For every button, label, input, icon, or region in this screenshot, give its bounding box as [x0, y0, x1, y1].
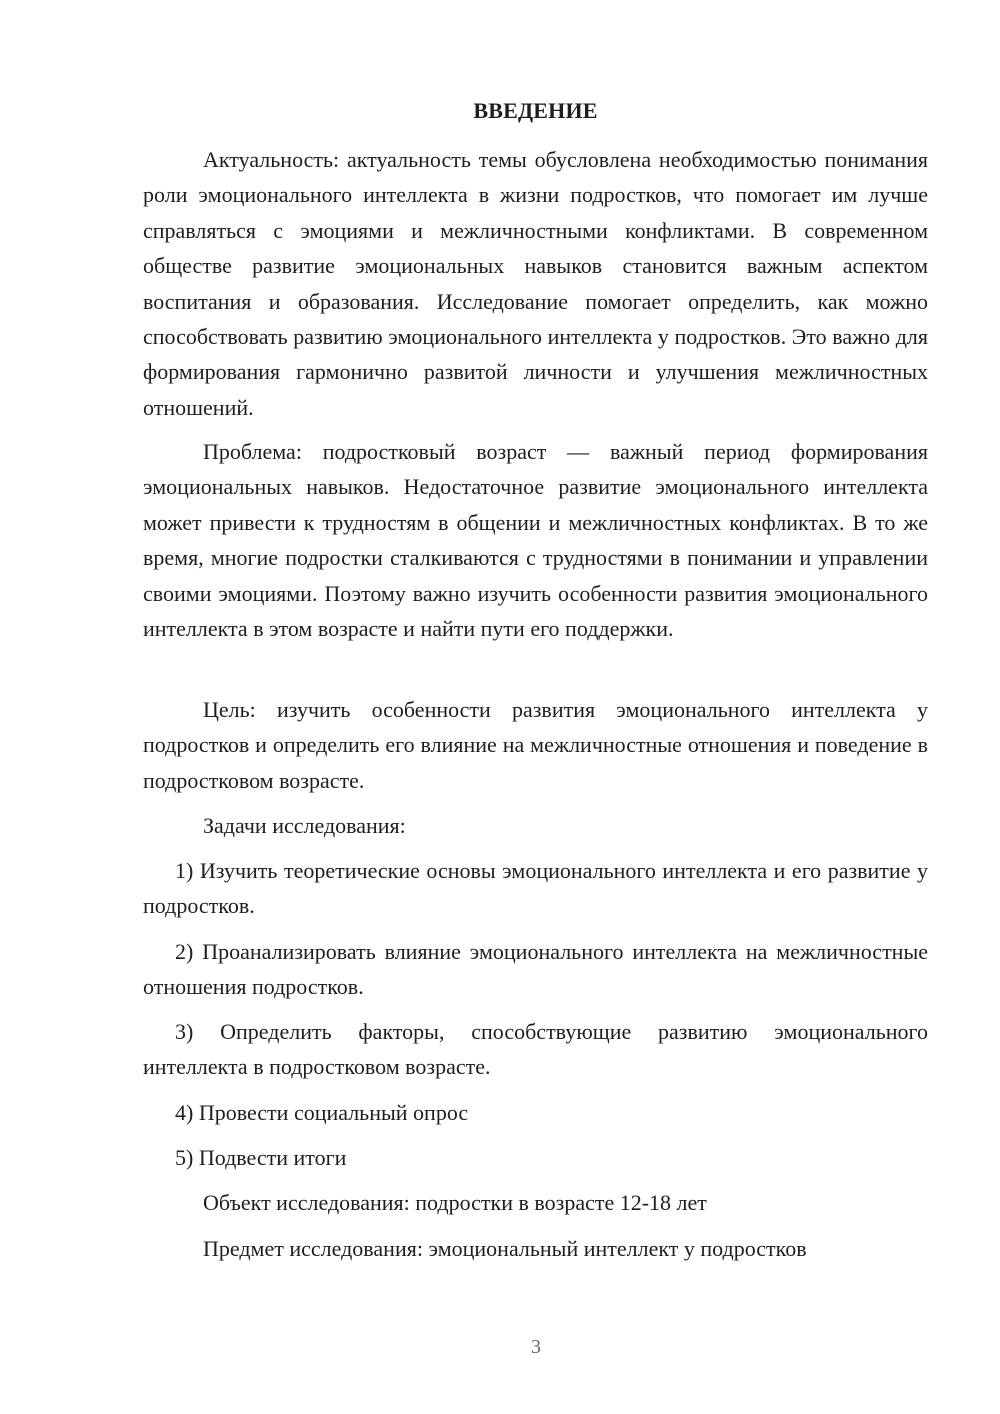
task-item-4: 4) Провести социальный опрос — [175, 1100, 469, 1125]
page-number: 3 — [531, 1336, 541, 1358]
research-object: Объект исследования: подростки в возрасте 12-18 лет — [203, 1190, 707, 1215]
problem-paragraph: Проблема: подростковый возраст — важный период формирования эмоциональных навыков. Недостаточное развитие эмоционального интеллекта может привести к трудностям в общении и межличностных конфликтах. В то же время, многие подростки сталкиваются с трудностями в понимании и управлении своими эмоциями. Поэтому важно изучить особенности развития эмоционального интеллекта в этом возрасте и найти пути его поддержки. — [143, 439, 928, 642]
task-item-1: 1) Изучить теоретические основы эмоционального интеллекта и его развитие у подростков. — [143, 858, 928, 919]
tasks-heading: Задачи исследования: — [203, 813, 406, 838]
section-title: ВВЕДЕНИЕ — [473, 98, 598, 123]
relevance-paragraph: Актуальность: актуальность темы обусловлена необходимостью понимания роли эмоционального интеллекта в жизни подростков, что помогает им лучше справляться с эмоциями и межличностными конфликтами. В современном обществе развитие эмоциональных навыков становится важным аспектом воспитания и образования. Исследование помогает определить, как можно способствовать развитию эмоционального интеллекта у подростков. Это важно для формирования гармонично развитой личности и улучшения межличностных отношений. — [143, 147, 928, 420]
task-item-5: 5) Подвести итоги — [175, 1145, 347, 1170]
research-subject: Предмет исследования: эмоциональный интеллект у подростков — [203, 1236, 807, 1261]
task-item-2: 2) Проанализировать влияние эмоционального интеллекта на межличностные отношения подростков. — [143, 939, 928, 1000]
goal-paragraph: Цель: изучить особенности развития эмоционального интеллекта у подростков и определить его влияние на межличностные отношения и поведение в подростковом возрасте. — [143, 697, 928, 793]
task-item-3: 3) Определить факторы, способствующие развитию эмоционального интеллекта в подростковом возрасте. — [143, 1019, 928, 1080]
